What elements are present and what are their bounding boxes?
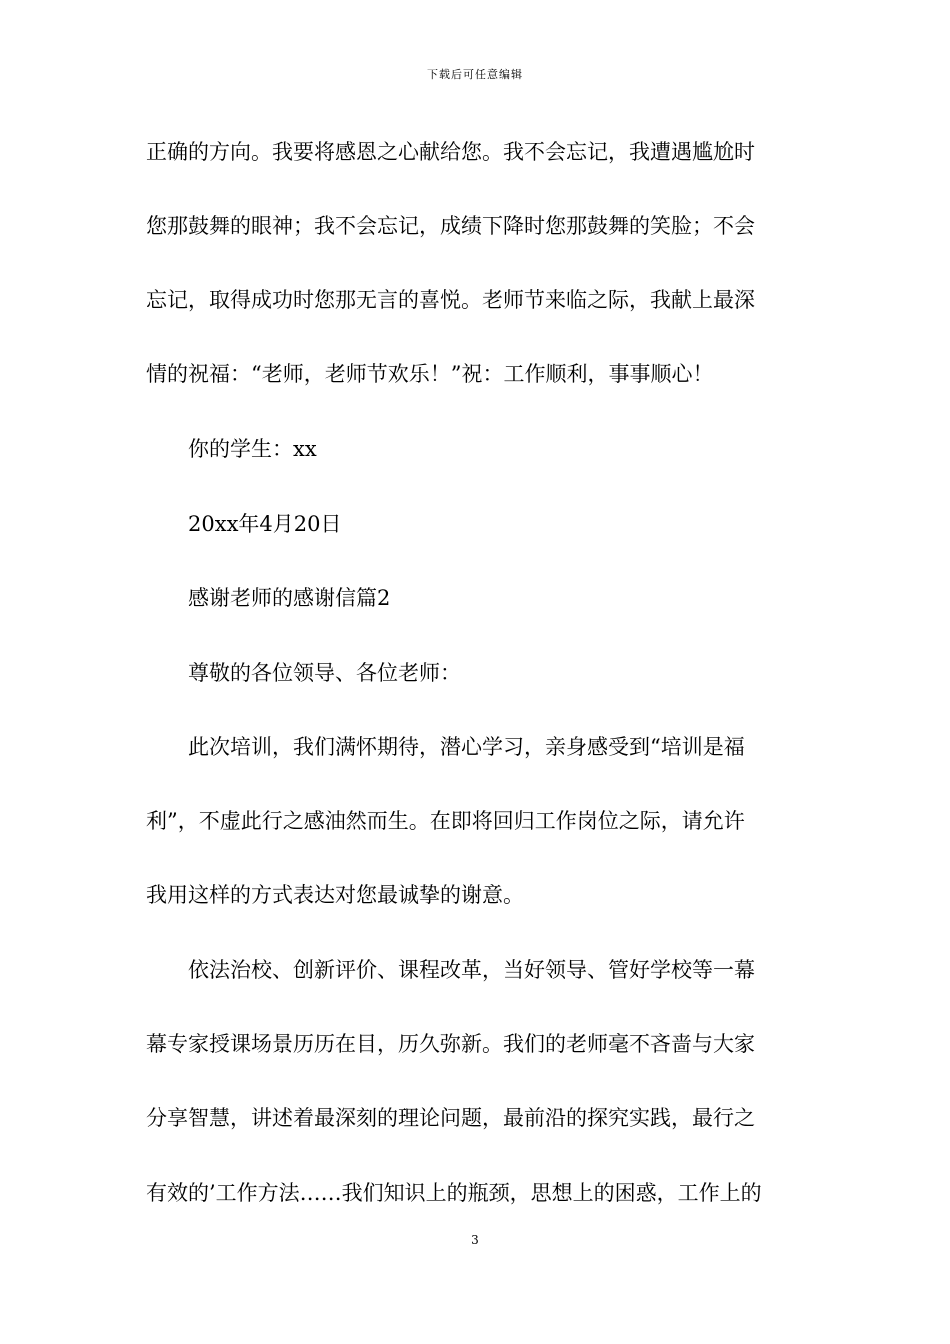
text-line: 忘记，取得成功时您那无言的喜悦。老师节来临之际，我献上最深 <box>146 288 755 312</box>
section-title: 感谢老师的感谢信篇2 <box>188 586 391 610</box>
text-line: 依法治校、创新评价、课程改革，当好领导、管好学校等一幕 <box>188 958 755 982</box>
text-line: 您那鼓舞的眼神；我不会忘记，成绩下降时您那鼓舞的笑脸；不会 <box>146 214 755 238</box>
signature-line: 你的学生：xx <box>188 437 317 461</box>
text-line: 情的祝福：“老师，老师节欢乐！”祝：工作顺利，事事顺心！ <box>146 362 714 386</box>
text-line: 利”，不虚此行之感油然而生。在即将回归工作岗位之际，请允许 <box>146 809 745 833</box>
page-number: 3 <box>471 1233 479 1247</box>
text-line: 分享智慧，讲述着最深刻的理论问题，最前沿的探究实践，最行之 <box>146 1106 755 1130</box>
text-line: 有效的’工作方法……我们知识上的瓶颈，思想上的困惑，工作上的 <box>146 1181 762 1205</box>
date-line: 20xx年4月20日 <box>188 512 342 536</box>
page-header: 下载后可任意编辑 <box>427 68 523 81</box>
text-line: 我用这样的方式表达对您最诚挚的谢意。 <box>146 883 524 907</box>
text-line: 正确的方向。我要将感恩之心献给您。我不会忘记，我遭遇尴尬时 <box>146 140 755 164</box>
salutation: 尊敬的各位领导、各位老师： <box>188 661 461 685</box>
text-line: 此次培训，我们满怀期待，潜心学习，亲身感受到“培训是福 <box>188 735 745 759</box>
text-line: 幕专家授课场景历历在目，历久弥新。我们的老师毫不吝啬与大家 <box>146 1032 755 1056</box>
